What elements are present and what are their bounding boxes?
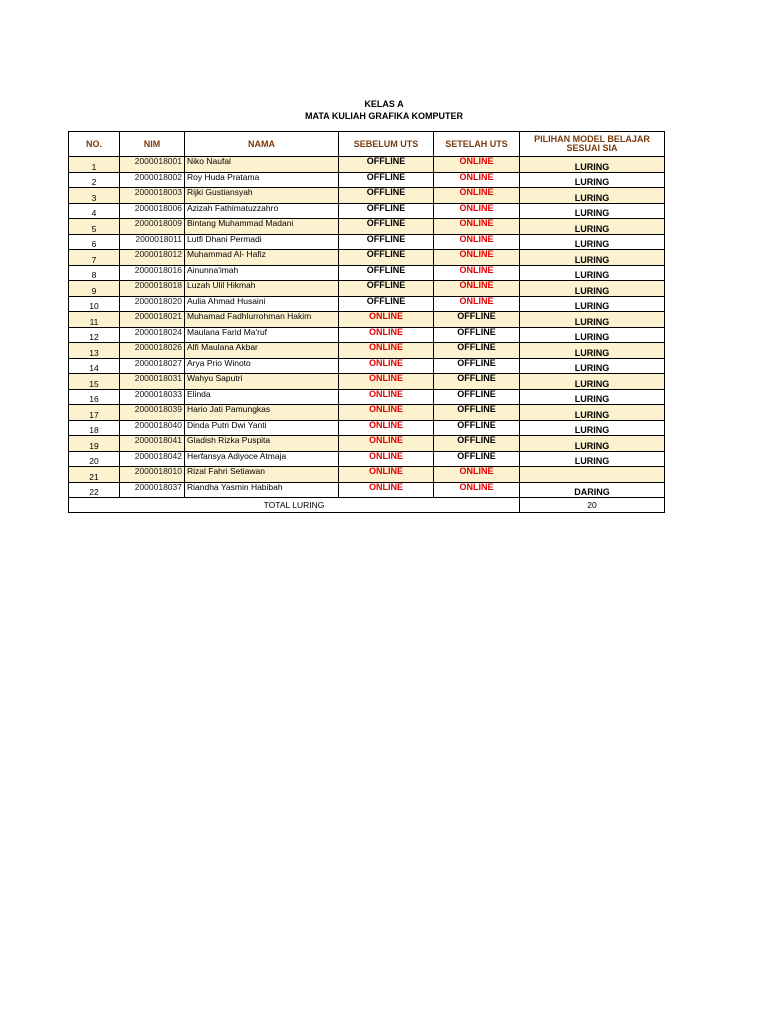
table-row	[69, 188, 665, 204]
row-sebelum-uts: ONLINE	[339, 436, 434, 452]
table-row	[69, 265, 665, 281]
row-sebelum-uts: ONLINE	[339, 358, 434, 374]
table-row	[69, 405, 665, 421]
row-setelah-uts: OFFLINE	[434, 358, 520, 374]
total-row	[69, 498, 665, 513]
header-nama: NAMA	[185, 132, 339, 157]
table-row	[69, 389, 665, 405]
row-sebelum-uts: ONLINE	[339, 389, 434, 405]
row-sebelum-uts: OFFLINE	[339, 250, 434, 266]
row-nama: Herfansya Adiyoce Atmaja	[185, 451, 339, 467]
row-sebelum-uts: ONLINE	[339, 327, 434, 343]
row-pilihan: LURING	[520, 234, 665, 250]
row-setelah-uts: OFFLINE	[434, 327, 520, 343]
row-no: 21	[69, 467, 120, 483]
row-no: 2	[69, 172, 120, 188]
row-no: 8	[69, 265, 120, 281]
table-row	[69, 203, 665, 219]
row-nama: Aulia Ahmad Husaini	[185, 296, 339, 312]
row-setelah-uts: OFFLINE	[434, 389, 520, 405]
row-setelah-uts: ONLINE	[434, 219, 520, 235]
row-nama: Rijki Gustiansyah	[185, 188, 339, 204]
row-nama: Rizal Fahri Setiawan	[185, 467, 339, 483]
table-header-row	[69, 132, 665, 157]
row-no: 16	[69, 389, 120, 405]
row-no: 13	[69, 343, 120, 359]
row-no: 7	[69, 250, 120, 266]
row-no: 17	[69, 405, 120, 421]
table-row	[69, 312, 665, 328]
row-setelah-uts: OFFLINE	[434, 436, 520, 452]
row-sebelum-uts: OFFLINE	[339, 188, 434, 204]
row-nama: Niko Naufal	[185, 157, 339, 173]
row-nama: Ainunna'imah	[185, 265, 339, 281]
row-nama: Alfi Maulana Akbar	[185, 343, 339, 359]
row-nim: 2000018040	[120, 420, 185, 436]
row-nim: 2000018006	[120, 203, 185, 219]
row-sebelum-uts: OFFLINE	[339, 234, 434, 250]
class-title: KELAS A	[364, 99, 404, 109]
row-sebelum-uts: OFFLINE	[339, 265, 434, 281]
row-nama: Muhamad Fadhlurrohman Hakim	[185, 312, 339, 328]
row-pilihan: LURING	[520, 157, 665, 173]
course-title: MATA KULIAH GRAFIKA KOMPUTER	[305, 111, 463, 121]
row-sebelum-uts: ONLINE	[339, 343, 434, 359]
row-pilihan: LURING	[520, 420, 665, 436]
row-no: 6	[69, 234, 120, 250]
row-no: 10	[69, 296, 120, 312]
row-nim: 2000018021	[120, 312, 185, 328]
row-no: 11	[69, 312, 120, 328]
row-sebelum-uts: ONLINE	[339, 420, 434, 436]
row-setelah-uts: ONLINE	[434, 172, 520, 188]
row-nama: Maulana Farid Ma'ruf	[185, 327, 339, 343]
row-no: 5	[69, 219, 120, 235]
row-nim: 2000018018	[120, 281, 185, 297]
row-nim: 2000018041	[120, 436, 185, 452]
row-nim: 2000018026	[120, 343, 185, 359]
document-heading	[0, 98, 768, 122]
table-row	[69, 358, 665, 374]
row-no: 12	[69, 327, 120, 343]
row-nama: Lutfi Dhani Permadi	[185, 234, 339, 250]
row-no: 1	[69, 157, 120, 173]
row-pilihan: LURING	[520, 265, 665, 281]
row-nama: Bintang Muhammad Madani	[185, 219, 339, 235]
table-row	[69, 157, 665, 173]
row-setelah-uts: ONLINE	[434, 467, 520, 483]
row-pilihan: LURING	[520, 250, 665, 266]
row-nim: 2000018027	[120, 358, 185, 374]
row-setelah-uts: ONLINE	[434, 188, 520, 204]
row-nama: Dinda Putri Dwi Yanti	[185, 420, 339, 436]
row-sebelum-uts: OFFLINE	[339, 296, 434, 312]
row-nim: 2000018033	[120, 389, 185, 405]
row-nim: 2000018012	[120, 250, 185, 266]
row-pilihan: LURING	[520, 188, 665, 204]
header-no: NO.	[69, 132, 120, 157]
row-setelah-uts: ONLINE	[434, 281, 520, 297]
row-pilihan: LURING	[520, 203, 665, 219]
table-row	[69, 467, 665, 483]
table-row	[69, 219, 665, 235]
row-nama: Wahyu Saputri	[185, 374, 339, 390]
row-sebelum-uts: OFFLINE	[339, 281, 434, 297]
row-pilihan: LURING	[520, 343, 665, 359]
row-setelah-uts: ONLINE	[434, 296, 520, 312]
row-nim: 2000018039	[120, 405, 185, 421]
table-row	[69, 296, 665, 312]
row-nim: 2000018037	[120, 482, 185, 498]
row-nim: 2000018024	[120, 327, 185, 343]
row-pilihan: LURING	[520, 374, 665, 390]
row-nama: Roy Huda Pratama	[185, 172, 339, 188]
row-nim: 2000018016	[120, 265, 185, 281]
row-no: 4	[69, 203, 120, 219]
header-sebelum-uts: SEBELUM UTS	[339, 132, 434, 157]
row-sebelum-uts: OFFLINE	[339, 157, 434, 173]
table-body	[69, 157, 665, 498]
row-no: 14	[69, 358, 120, 374]
row-sebelum-uts: ONLINE	[339, 482, 434, 498]
total-label: TOTAL LURING	[69, 498, 520, 513]
row-no: 15	[69, 374, 120, 390]
header-setelah-uts: SETELAH UTS	[434, 132, 520, 157]
row-sebelum-uts: OFFLINE	[339, 172, 434, 188]
row-sebelum-uts: OFFLINE	[339, 219, 434, 235]
row-sebelum-uts: ONLINE	[339, 451, 434, 467]
row-setelah-uts: OFFLINE	[434, 405, 520, 421]
row-pilihan: LURING	[520, 327, 665, 343]
row-pilihan: LURING	[520, 358, 665, 374]
row-nim: 2000018001	[120, 157, 185, 173]
row-nim: 2000018010	[120, 467, 185, 483]
row-nama: Hario Jati Pamungkas	[185, 405, 339, 421]
row-nim: 2000018042	[120, 451, 185, 467]
row-nim: 2000018003	[120, 188, 185, 204]
header-nim: NIM	[120, 132, 185, 157]
row-nama: Azizah Fathimatuzzahro	[185, 203, 339, 219]
row-pilihan: LURING	[520, 296, 665, 312]
table-row	[69, 250, 665, 266]
table-row	[69, 281, 665, 297]
table-row	[69, 482, 665, 498]
row-setelah-uts: OFFLINE	[434, 312, 520, 328]
row-nim: 2000018020	[120, 296, 185, 312]
row-setelah-uts: ONLINE	[434, 157, 520, 173]
row-nim: 2000018031	[120, 374, 185, 390]
row-nama: Luzah Ulil Hikmah	[185, 281, 339, 297]
row-pilihan: LURING	[520, 451, 665, 467]
row-no: 20	[69, 451, 120, 467]
row-setelah-uts: OFFLINE	[434, 374, 520, 390]
table-row	[69, 436, 665, 452]
row-no: 18	[69, 420, 120, 436]
row-nama: Elinda	[185, 389, 339, 405]
row-pilihan: LURING	[520, 312, 665, 328]
attendance-table	[68, 131, 665, 513]
row-pilihan: DARING	[520, 482, 665, 498]
table-row	[69, 374, 665, 390]
row-pilihan: LURING	[520, 172, 665, 188]
row-pilihan: LURING	[520, 436, 665, 452]
row-nim: 2000018002	[120, 172, 185, 188]
row-sebelum-uts: ONLINE	[339, 405, 434, 421]
row-setelah-uts: OFFLINE	[434, 420, 520, 436]
row-sebelum-uts: ONLINE	[339, 374, 434, 390]
row-nim: 2000018011	[120, 234, 185, 250]
row-nama: Gladish Rizka Puspita	[185, 436, 339, 452]
table-row	[69, 343, 665, 359]
row-setelah-uts: ONLINE	[434, 265, 520, 281]
row-pilihan	[520, 467, 665, 483]
row-no: 9	[69, 281, 120, 297]
row-pilihan: LURING	[520, 405, 665, 421]
row-pilihan: LURING	[520, 281, 665, 297]
row-setelah-uts: OFFLINE	[434, 451, 520, 467]
row-pilihan: LURING	[520, 219, 665, 235]
row-no: 3	[69, 188, 120, 204]
row-setelah-uts: ONLINE	[434, 482, 520, 498]
row-nim: 2000018009	[120, 219, 185, 235]
header-pilihan-model: PILIHAN MODEL BELAJAR SESUAI SIA	[520, 132, 665, 157]
row-setelah-uts: OFFLINE	[434, 343, 520, 359]
table-row	[69, 451, 665, 467]
row-nama: Arya Prio Winoto	[185, 358, 339, 374]
total-value: 20	[520, 498, 665, 513]
row-setelah-uts: ONLINE	[434, 234, 520, 250]
table-row	[69, 327, 665, 343]
row-setelah-uts: ONLINE	[434, 250, 520, 266]
row-nama: Riandha Yasmin Habibah	[185, 482, 339, 498]
row-nama: Muhammad Al- Hafiz	[185, 250, 339, 266]
row-sebelum-uts: OFFLINE	[339, 203, 434, 219]
table-row	[69, 234, 665, 250]
row-sebelum-uts: ONLINE	[339, 467, 434, 483]
table-row	[69, 420, 665, 436]
row-no: 19	[69, 436, 120, 452]
row-pilihan: LURING	[520, 389, 665, 405]
table-row	[69, 172, 665, 188]
row-sebelum-uts: ONLINE	[339, 312, 434, 328]
row-no: 22	[69, 482, 120, 498]
row-setelah-uts: ONLINE	[434, 203, 520, 219]
